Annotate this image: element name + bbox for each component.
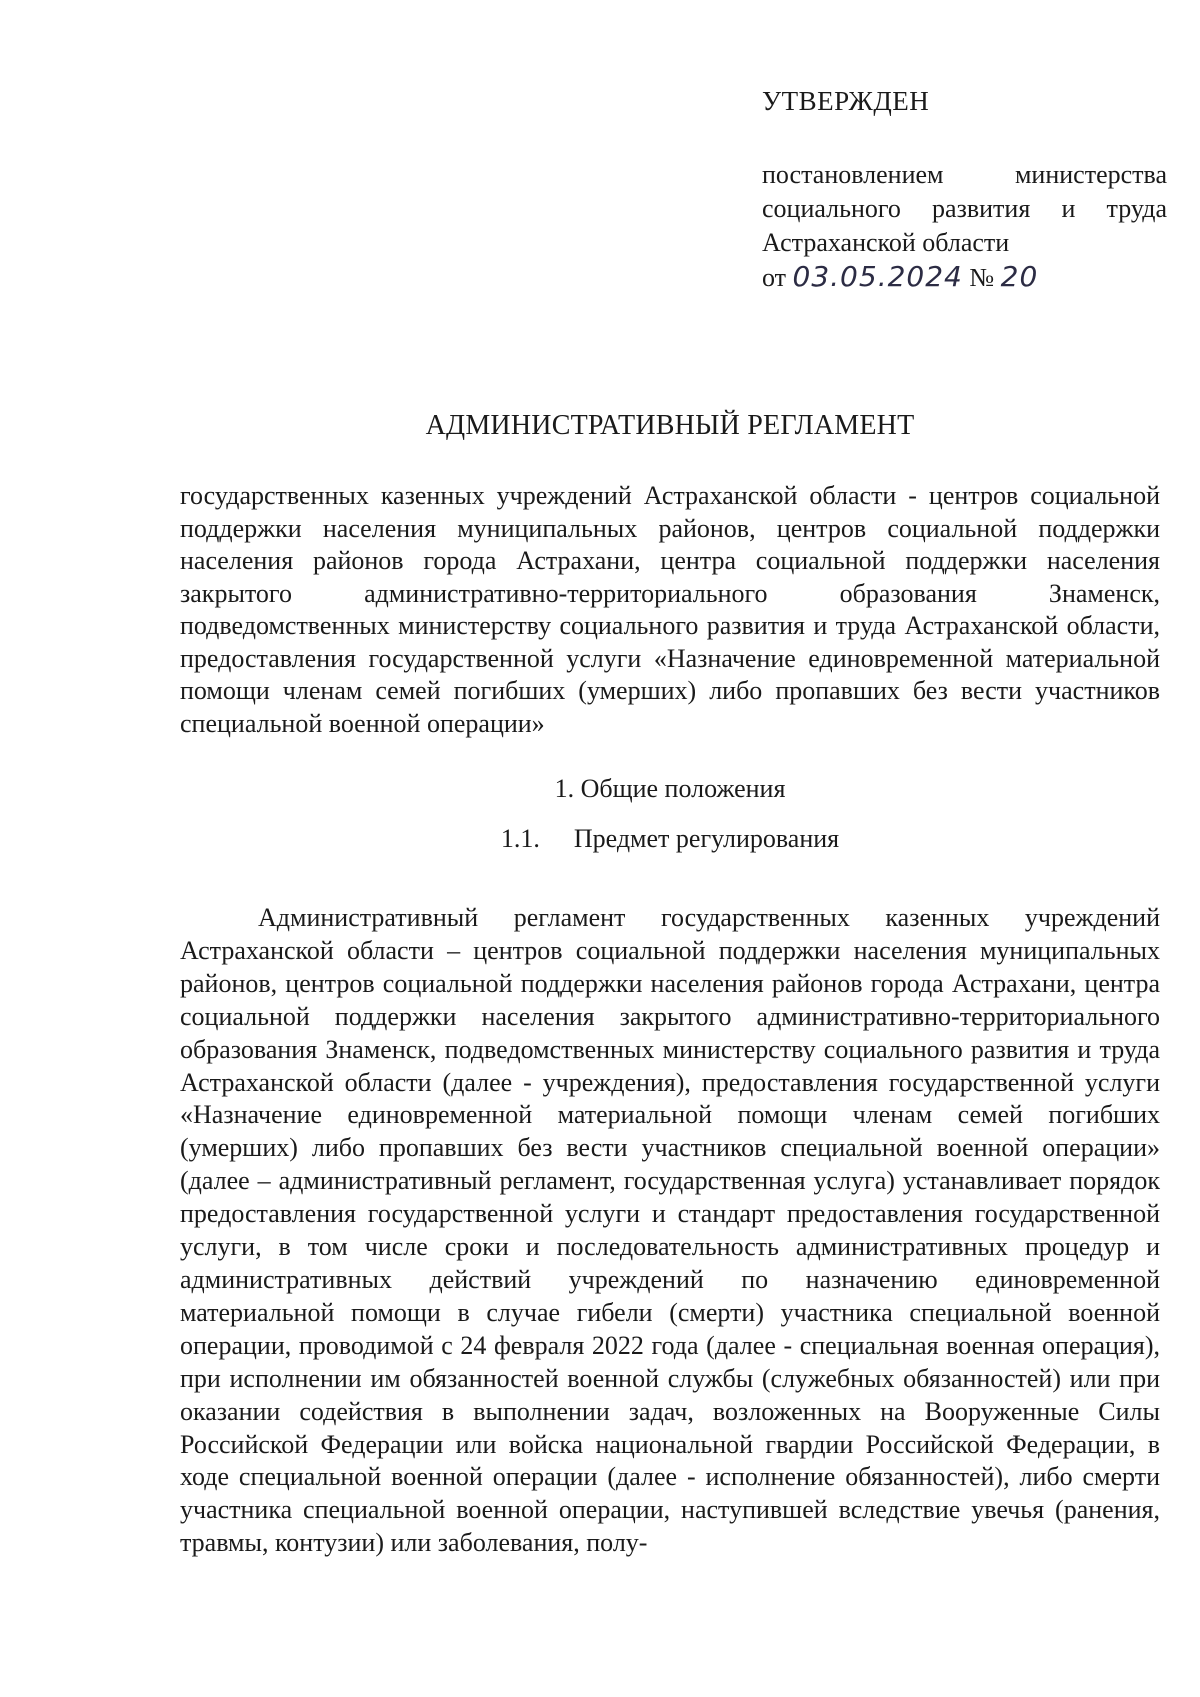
- approval-date-line: [762, 260, 1167, 295]
- handwritten-date: 03.05.2024: [792, 260, 963, 293]
- subsection-title: Предмет регулирования: [573, 824, 840, 853]
- approval-block: [762, 84, 1167, 295]
- subsection-heading-subject: [170, 824, 1170, 854]
- section-heading-general: 1. Общие положения: [554, 774, 786, 803]
- approval-line-3: Астраханской области: [762, 228, 1010, 257]
- approval-line-1: постановлением министерства: [762, 160, 1167, 189]
- approval-stamp: УТВЕРЖДЕН: [762, 86, 930, 116]
- date-prefix: от: [762, 263, 787, 292]
- document-intro: государственных казенных учреждений Астраханской области - центров социальной поддержки населения муниципальных районов, центров социальной поддержки населения районов города Астрахани, центра социальной поддержки населения закрытого административно-территориального образования Знаменск, подведомственных министерству социального развития и труда Астраханской области, предоставления государственной услуги «Назначение единовременной материальной помощи членам семей погибших (умерших) либо пропавших без вести участников специальной военной операции»: [180, 481, 1160, 738]
- number-sign: №: [969, 263, 995, 292]
- subsection-number: 1.1.: [500, 824, 540, 853]
- handwritten-number: 20: [1000, 260, 1039, 293]
- paragraph-subject-of-regulation: Административный регламент государственных казенных учреждений Астраханской области – центров социальной поддержки населения муниципальных районов, центров социальной поддержки населения районов города Астрахани, центра социальной поддержки населения закрытого административно-территориального образования Знаменск, подведомственных министерству социального развития и труда Астраханской области (далее - учреждения), предоставления государственной услуги «Назначение единовременной материальной помощи членам семей погибших (умерших) либо пропавших без вести участников специальной военной операции» (далее – административный регламент, государственная услуга) устанавливает порядок предоставления государственной услуги и стандарт предоставления государственной услуги, в том числе сроки и последовательность административных процедур и административных действий учреждений по назначению единовременной материальной помощи в случае гибели (смерти) участника специальной военной операции, проводимой с 24 февраля 2022 года (далее - специальная военная операция), при исполнении им обязанностей военной службы (служебных обязанностей) или при оказании содействия в выполнении задач, возложенных на Вооруженные Силы Российской Федерации или войска национальной гвардии Российской Федерации, в ходе специальной военной операции (далее - исполнение обязанностей), либо смерти участника специальной военной операции, наступившей вследствие увечья (ранения, травмы, контузии) или заболевания, полу-: [180, 903, 1160, 1558]
- document-title: АДМИНИСТРАТИВНЫЙ РЕГЛАМЕНТ: [425, 410, 915, 441]
- approval-line-2: социального развития и труда: [762, 194, 1167, 223]
